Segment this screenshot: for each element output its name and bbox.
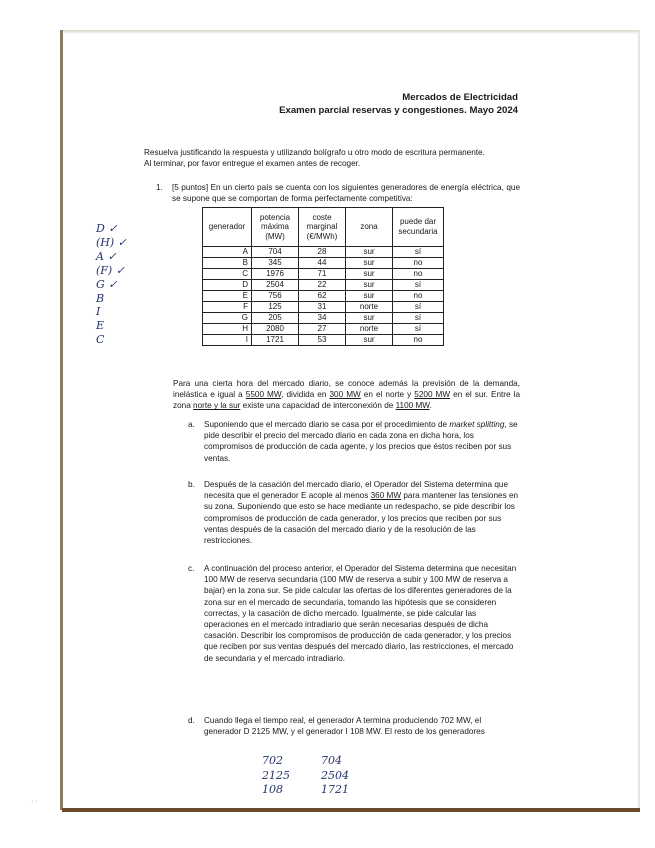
cell-cost: 27: [299, 324, 346, 335]
handwritten-item: (F) ✓: [96, 263, 125, 277]
para-text: , dividida en: [281, 390, 330, 400]
col-header-generador: generador: [203, 208, 252, 247]
cell-generator: G: [203, 313, 252, 324]
handwritten-merit-order: [96, 222, 127, 347]
scan-edge-left: [60, 30, 63, 810]
handwritten-number: 1721: [321, 783, 349, 796]
instructions: [144, 147, 522, 169]
col-header-coste: coste marginal (€/MWh): [299, 208, 346, 247]
cell-generator: E: [203, 291, 252, 302]
exam-title: Examen parcial reservas y congestiones. Mayo 2024: [279, 105, 518, 116]
cell-zone: norte: [346, 302, 393, 313]
generators-table: [202, 207, 444, 346]
subquestion-label: c.: [188, 564, 195, 573]
cell-power: 756: [252, 291, 299, 302]
instructions-line-1: Resuelva justificando la respuesta y utilizando bolígrafo u otro modo de escritura permanente.: [144, 148, 485, 157]
para-text: Para una cierta hora del mercado diario, se conoce además la previsión de la demanda, inelástica e igual a: [173, 379, 520, 400]
table-row: [203, 302, 444, 313]
cell-zone: sur: [346, 335, 393, 346]
cell-power: 205: [252, 313, 299, 324]
cell-cost: 34: [299, 313, 346, 324]
handwritten-item: E: [96, 319, 105, 333]
demand-paragraph: [173, 378, 520, 412]
cell-generator: H: [203, 324, 252, 335]
cell-power: 1976: [252, 269, 299, 280]
handwritten-number: 704: [321, 754, 342, 767]
table-row: [203, 313, 444, 324]
para-text: .: [429, 401, 432, 411]
cell-secondary: no: [393, 335, 444, 346]
cell-secondary: no: [393, 291, 444, 302]
para-text: en el sur. Entre la zona: [173, 390, 521, 411]
table-row: [203, 269, 444, 280]
instructions-line-2: Al terminar, por favor entregue el examen antes de recoger.: [144, 159, 361, 169]
cell-secondary: sí: [393, 302, 444, 313]
zones-text: norte y la sur: [193, 401, 241, 411]
cell-secondary: no: [393, 258, 444, 269]
cell-cost: 53: [299, 335, 346, 346]
subquestion-text: Cuando llega el tiempo real, el generador A termina produciendo 702 MW, el generador D 2125 MW, y el generador I 108 MW. El resto de los generadores: [204, 716, 485, 737]
cell-generator: C: [203, 269, 252, 280]
question-text: [5 puntos] En un cierto país se cuenta con los siguientes generadores de energía eléctrica, que se supone que se comportan de forma perfectamente competitiva:: [172, 183, 520, 204]
para-text: en el norte y: [360, 390, 415, 400]
subquestion-d: [188, 715, 520, 737]
cell-generator: F: [203, 302, 252, 313]
cell-cost: 71: [299, 269, 346, 280]
course-title: Mercados de Electricidad: [402, 92, 518, 103]
italic-term: market splitting: [449, 420, 505, 429]
handwritten-item: C: [96, 333, 105, 347]
cell-power: 704: [252, 247, 299, 258]
question-1: [156, 182, 520, 204]
cell-secondary: sí: [393, 313, 444, 324]
table-row: [203, 324, 444, 335]
cell-power: 2504: [252, 280, 299, 291]
cell-secondary: sí: [393, 247, 444, 258]
subquestion-label: a.: [188, 420, 195, 429]
handwritten-actual-output: [262, 754, 290, 798]
cell-power: 2080: [252, 324, 299, 335]
handwritten-item: A ✓: [96, 249, 117, 263]
cell-secondary: sí: [393, 324, 444, 335]
handwritten-number: 108: [262, 783, 283, 796]
col-header-zona: zona: [346, 208, 393, 247]
north-demand: 300 MW: [329, 390, 361, 400]
table-row: [203, 247, 444, 258]
text-run: , se pide describir el precio del mercado diario en cada zona en dicha hora, los compromisos de producción de cada agente, y los precios que éstos reciben por sus ventas.: [204, 420, 518, 463]
handwritten-item: D ✓: [96, 222, 118, 235]
question-number: 1.: [156, 183, 163, 192]
subquestion-b: [188, 479, 520, 546]
handwritten-number: 702: [262, 754, 283, 767]
cell-zone: sur: [346, 291, 393, 302]
subquestion-text: [204, 419, 520, 464]
handwritten-item: B: [96, 291, 105, 305]
subquestion-a: [188, 419, 520, 464]
cell-zone: sur: [346, 269, 393, 280]
text-run: Suponiendo que el mercado diario se casa por el procedimiento de: [204, 420, 450, 429]
para-text: existe una capacidad de interconexión de: [240, 401, 396, 411]
scan-speck: · ·: [31, 798, 38, 805]
cell-cost: 28: [299, 247, 346, 258]
subquestion-text: [204, 479, 520, 546]
handwritten-number: 2504: [321, 768, 349, 782]
cell-secondary: sí: [393, 280, 444, 291]
cell-cost: 31: [299, 302, 346, 313]
cell-generator: D: [203, 280, 252, 291]
cell-zone: sur: [346, 247, 393, 258]
cell-zone: sur: [346, 258, 393, 269]
cell-generator: I: [203, 335, 252, 346]
scan-edge-top: [60, 30, 640, 34]
cell-secondary: no: [393, 269, 444, 280]
table-row: [203, 258, 444, 269]
handwritten-item: G ✓: [96, 277, 118, 291]
table-row: [203, 335, 444, 346]
handwritten-item: I: [96, 305, 101, 319]
cell-cost: 62: [299, 291, 346, 302]
col-header-potencia: potencia máxima (MW): [252, 208, 299, 247]
subquestion-label: d.: [188, 716, 195, 725]
cell-cost: 44: [299, 258, 346, 269]
cell-generator: B: [203, 258, 252, 269]
scan-edge-right: [638, 30, 640, 810]
text-run: para mantener las tensiones en su zona. Suponiendo que esto se hace mediante un redespacho, se pide describir los compromisos de producción de cada generador, y los precios que reciben por sus ventas después de la casación del mercado diario y de la resolución de las restricciones.: [204, 491, 519, 546]
handwritten-item: (H) ✓: [96, 235, 127, 249]
table-row: [203, 280, 444, 291]
south-demand: 5200 MW: [414, 390, 451, 400]
col-header-secundaria: puede dar secundaria: [393, 208, 444, 247]
table-row: [203, 291, 444, 302]
cell-power: 125: [252, 302, 299, 313]
cell-power: 1721: [252, 335, 299, 346]
interconnection-capacity: 1100 MW: [395, 401, 430, 411]
handwritten-capacity: [321, 754, 349, 798]
cell-zone: sur: [346, 280, 393, 291]
cell-power: 345: [252, 258, 299, 269]
cell-zone: norte: [346, 324, 393, 335]
underlined-value: 360 MW: [370, 491, 402, 501]
subquestion-text: A continuación del proceso anterior, el Operador del Sistema determina que necesitan 100 MW de reserva secundaria (100 MW de reserva a subir y 100 MW de reserva a bajar) en la zona sur. Se pide calcular las ofertas de los diferentes generadores de la zona sur en el mercado de secundaria, tomando las hipótesis que se consideren correctas, y la casación de dicho mercado. Igualmente, se pide calcular las operaciones en el mercado intradiario que serán necesarias después de dicha casación. Describir los compromisos de producción de cada generador, y los precios que reciben por sus ventas después del mercado diario, las restricciones, el mercado de secundaria y el mercado intradiario.: [204, 564, 517, 663]
demand-value: 5500 MW: [245, 390, 282, 400]
text-run: Después de la casación del mercado diario, el Operador del Sistema determina que necesita que el generador E acople al menos: [204, 480, 509, 501]
table-header-row: [203, 208, 444, 247]
subquestion-c: [188, 563, 520, 664]
cell-cost: 22: [299, 280, 346, 291]
subquestion-label: b.: [188, 480, 195, 489]
cell-zone: sur: [346, 313, 393, 324]
scan-edge-bottom: [62, 808, 640, 812]
cell-generator: A: [203, 247, 252, 258]
handwritten-number: 2125: [262, 768, 290, 782]
